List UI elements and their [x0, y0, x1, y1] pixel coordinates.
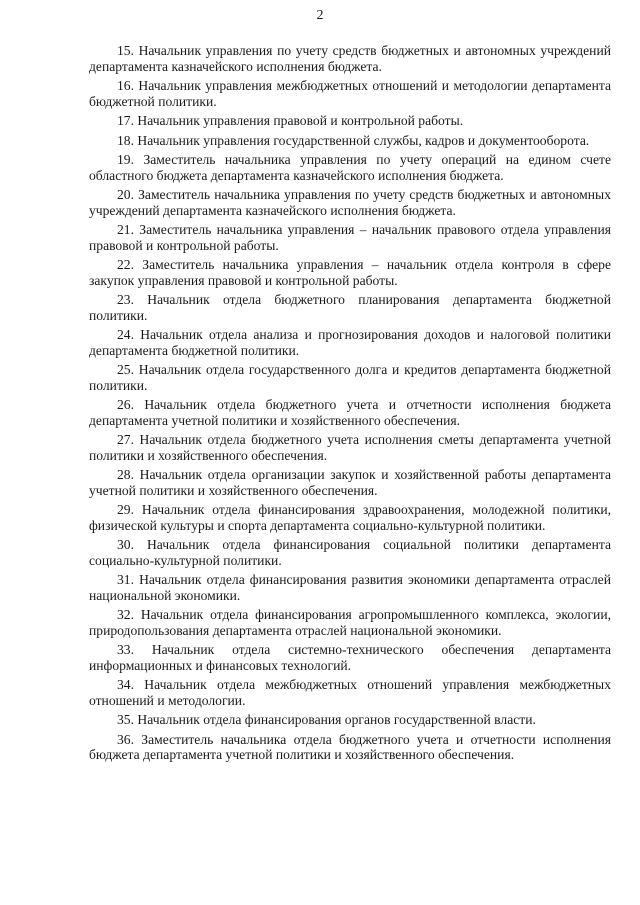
list-item-33: 33. Начальник отдела системно-технического обеспечения департамента информационных и финансовых технологий.: [89, 642, 611, 673]
list-item-28: 28. Начальник отдела организации закупок и хозяйственной работы департамента учетной политики и хозяйственного обеспечения.: [89, 467, 611, 498]
list-item-22: 22. Заместитель начальника управления – начальник отдела контроля в сфере закупок управления правовой и контрольной работы.: [89, 257, 611, 288]
list-item-16: 16. Начальник управления межбюджетных отношений и методологии департамента бюджетной политики.: [89, 78, 611, 109]
list-item-17: 17. Начальник управления правовой и контрольной работы.: [117, 113, 464, 128]
list-item-35: 35. Начальник отдела финансирования органов государственной власти.: [117, 712, 536, 727]
document-body: [89, 43, 611, 767]
list-item-25: 25. Начальник отдела государственного долга и кредитов департамента бюджетной политики.: [89, 362, 611, 393]
list-item-21: 21. Заместитель начальника управления – начальник правового отдела управления правовой и контрольной работы.: [89, 222, 611, 253]
list-item-36: 36. Заместитель начальника отдела бюджетного учета и отчетности исполнения бюджета департамента учетной политики и хозяйственного обеспечения.: [89, 731, 611, 762]
list-item-23: 23. Начальник отдела бюджетного планирования департамента бюджетной политики.: [89, 292, 611, 323]
list-item-30: 30. Начальник отдела финансирования социальной политики департамента социально-культурной политики.: [89, 537, 611, 568]
list-item-26: 26. Начальник отдела бюджетного учета и отчетности исполнения бюджета департамента учетной политики и хозяйственного обеспечения.: [89, 397, 611, 428]
list-item-27: 27. Начальник отдела бюджетного учета исполнения сметы департамента учетной политики и хозяйственного обеспечения.: [89, 432, 611, 463]
list-item-18: 18. Начальник управления государственной службы, кадров и документооборота.: [117, 132, 590, 148]
list-item-19: 19. Заместитель начальника управления по учету операций на едином счете областного бюджета департамента казначейского исполнения бюджета.: [89, 152, 611, 183]
list-item-31: 31. Начальник отдела финансирования развития экономики департамента отраслей национальной экономики.: [89, 572, 611, 603]
list-item-29: 29. Начальник отдела финансирования здравоохранения, молодежной политики, физической культуры и спорта департамента социально-культурной политики.: [89, 502, 611, 533]
list-item-15: 15. Начальник управления по учету средств бюджетных и автономных учреждений департамента казначейского исполнения бюджета.: [89, 43, 611, 74]
list-item-20: 20. Заместитель начальника управления по учету средств бюджетных и автономных учреждений департамента казначейского исполнения бюджета.: [89, 187, 611, 218]
list-item-34: 34. Начальник отдела межбюджетных отношений управления межбюджетных отношений и методологии.: [89, 677, 611, 708]
list-item-24: 24. Начальник отдела анализа и прогнозирования доходов и налоговой политики департамента бюджетной политики.: [89, 327, 611, 358]
page-number: 2: [316, 8, 324, 23]
list-item-32: 32. Начальник отдела финансирования агропромышленного комплекса, экологии, природопользования департамента отраслей национальной экономики.: [89, 607, 611, 638]
